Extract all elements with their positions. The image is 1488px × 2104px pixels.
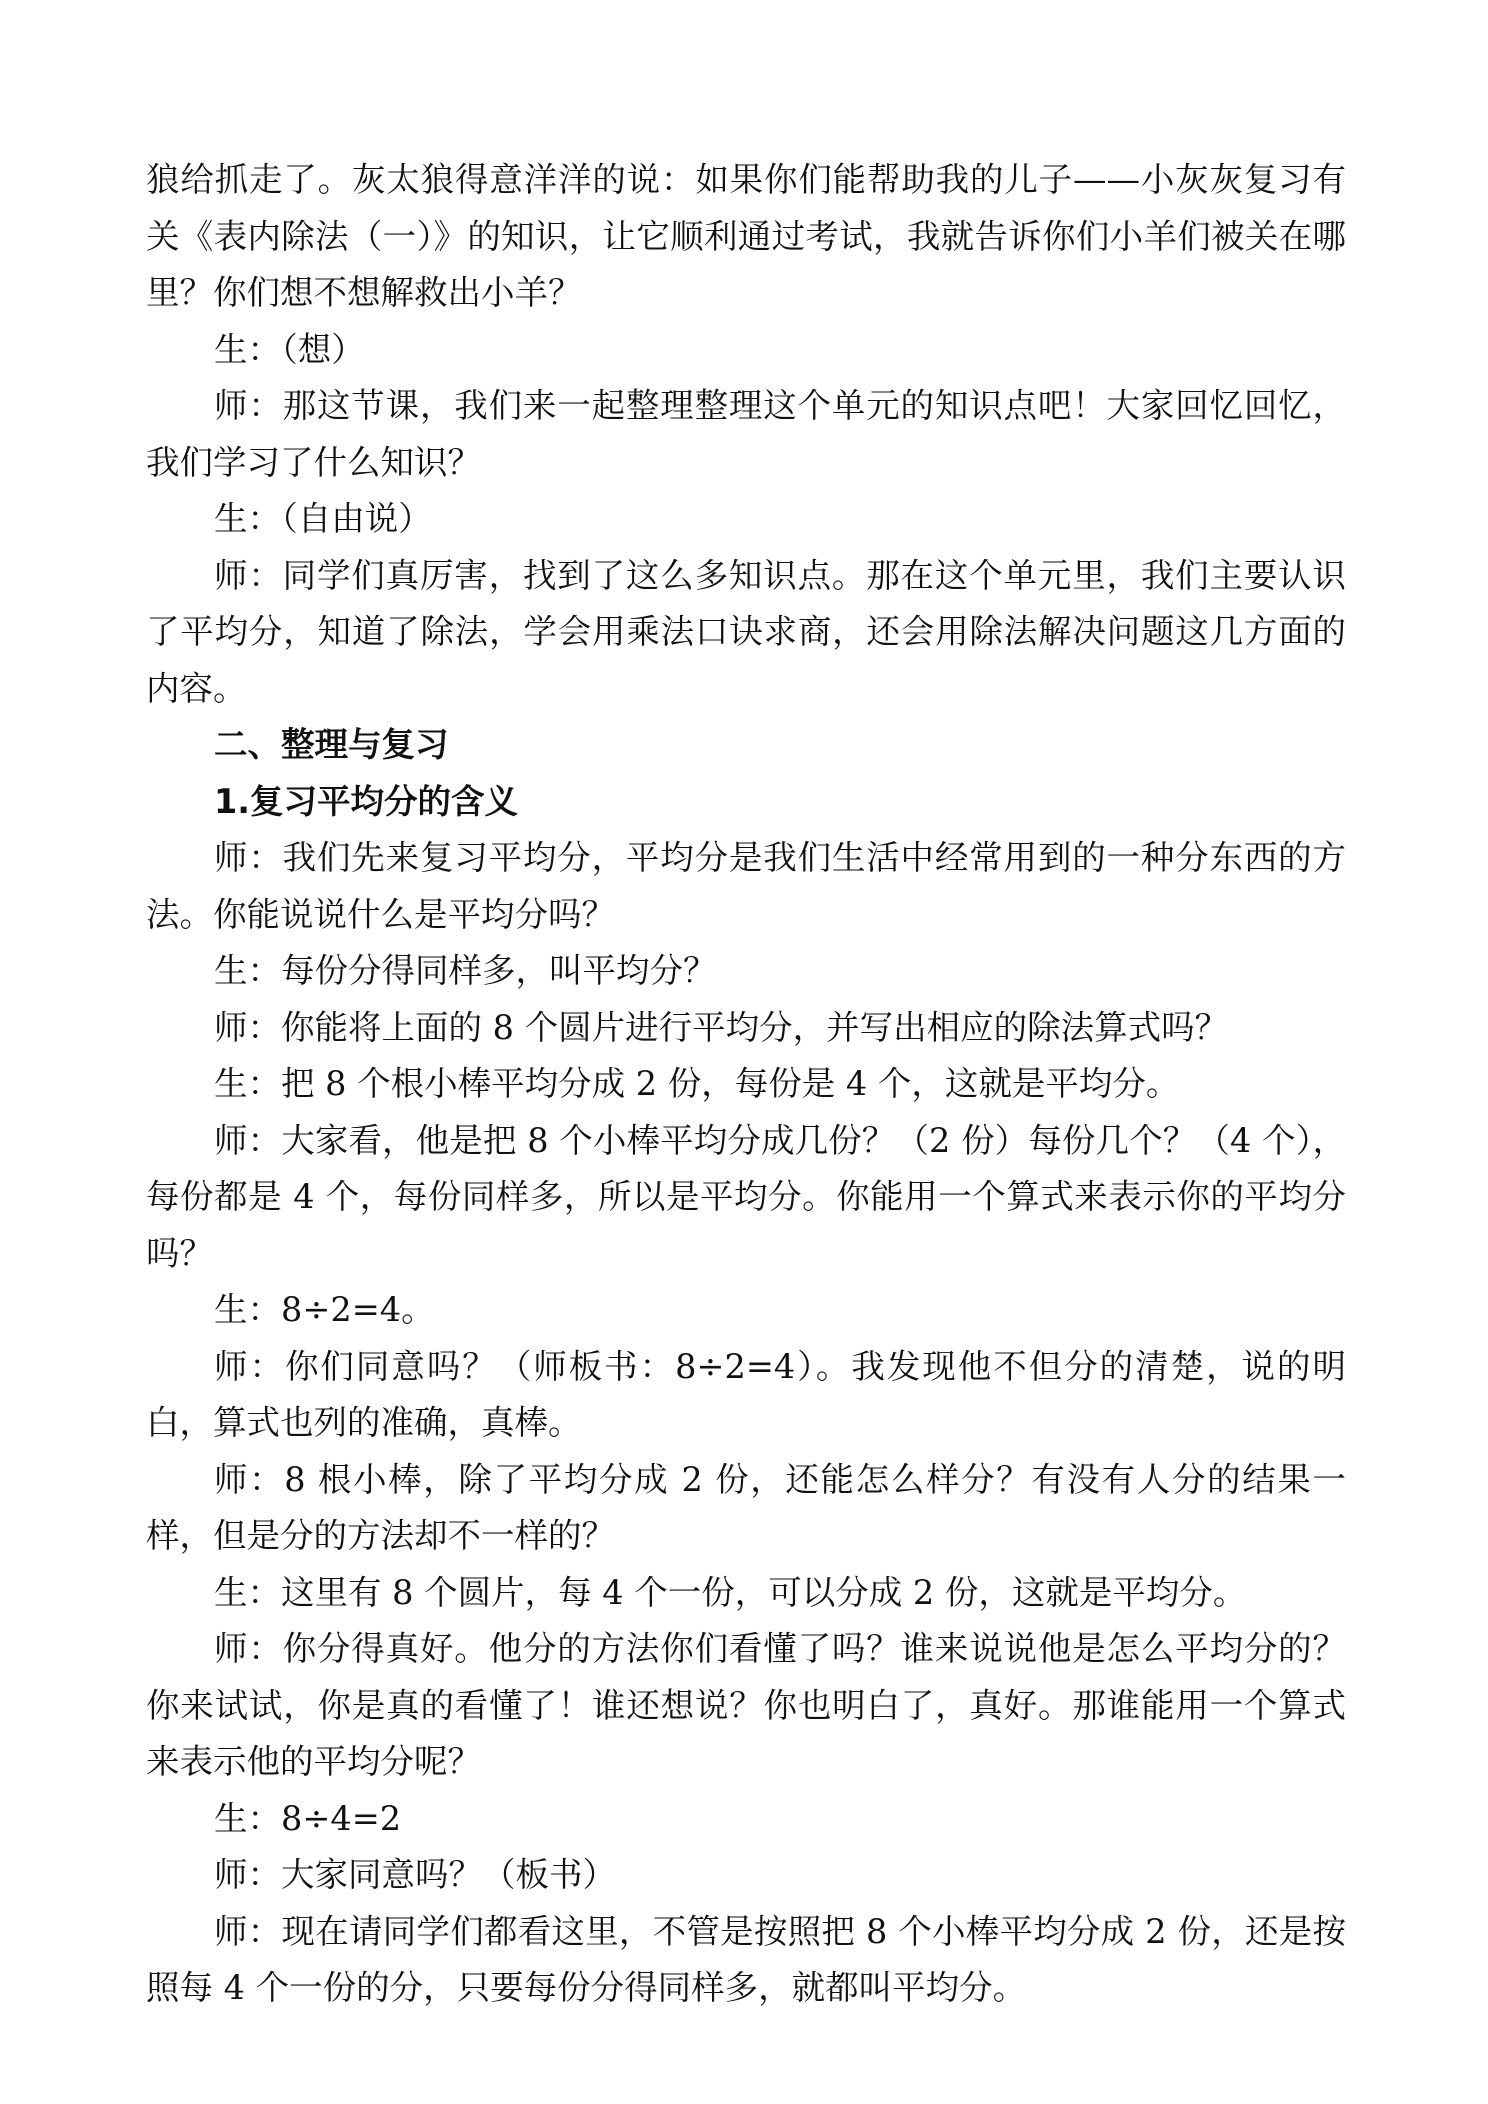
document-body: [146, 152, 1346, 2017]
paragraph-teacher-question: 师：那这节课，我们来一起整理整理这个单元的知识点吧！大家回忆回忆，我们学习了什么知识？: [146, 386, 1346, 482]
paragraph-teacher-question: 师：大家同意吗？（板书）: [214, 1855, 616, 1894]
paragraph-student-answer: 生：把 8 个根小棒平均分成 2 份，每份是 4 个，这就是平均分。: [214, 1064, 1180, 1103]
paragraph-teacher-summary: 师：现在请同学们都看这里，不管是按照把 8 个小棒平均分成 2 份，还是按照每 4 个一份的分，只要每份分得同样多，就都叫平均分。: [146, 1911, 1346, 2007]
paragraph-student-answer: 生：（自由说）: [214, 499, 432, 538]
paragraph-teacher-remark: 师：你分得真好。他分的方法你们看懂了吗？谁来说说他是怎么平均分的？你来试试，你是真的看懂了！谁还想说？你也明白了，真好。那谁能用一个算式来表示他的平均分呢？: [146, 1629, 1346, 1781]
paragraph-teacher-question: 师：大家看，他是把 8 个小棒平均分成几份？（2 份）每份几个？（4 个），每份都是 4 个，每份同样多，所以是平均分。你能用一个算式来表示你的平均分吗？: [146, 1120, 1346, 1273]
paragraph-teacher-question: 师：我们先来复习平均分，平均分是我们生活中经常用到的一种分东西的方法。你能说说什么是平均分吗？: [146, 838, 1346, 934]
paragraph-intro-continued: 狼给抓走了。灰太狼得意洋洋的说：如果你们能帮助我的儿子——小灰灰复习有关《表内除法（一）》的知识，让它顺利通过考试，我就告诉你们小羊们被关在哪里？你们想不想解救出小羊？: [146, 160, 1346, 312]
paragraph-student-answer: 生：8÷4=2: [214, 1798, 402, 1838]
paragraph-teacher-remark: 师：你们同意吗？（师板书：8÷2=4）。我发现他不但分的清楚，说的明白，算式也列的准确，真棒。: [146, 1346, 1346, 1442]
paragraph-student-answer: 生：（想）: [214, 329, 365, 369]
paragraph-student-answer: 生：8÷2=4。: [214, 1290, 435, 1329]
paragraph-teacher-question: 师：你能将上面的 8 个圆片进行平均分，并写出相应的除法算式吗？: [214, 1007, 1229, 1047]
section-heading: 二、整理与复习: [214, 725, 449, 764]
paragraph-teacher-summary: 师：同学们真厉害，找到了这么多知识点。那在这个单元里，我们主要认识了平均分，知道了除法，学会用乘法口诀求商，还会用除法解决问题这几方面的内容。: [146, 555, 1346, 708]
paragraph-teacher-question: 师：8 根小棒，除了平均分成 2 份，还能怎么样分？有没有人分的结果一样，但是分的方法却不一样的？: [146, 1459, 1346, 1555]
subsection-heading: 1.复习平均分的含义: [214, 781, 519, 821]
paragraph-student-answer: 生：这里有 8 个圆片，每 4 个一份，可以分成 2 份，这就是平均分。: [214, 1572, 1247, 1612]
paragraph-student-answer: 生：每份分得同样多，叫平均分？: [214, 951, 717, 990]
